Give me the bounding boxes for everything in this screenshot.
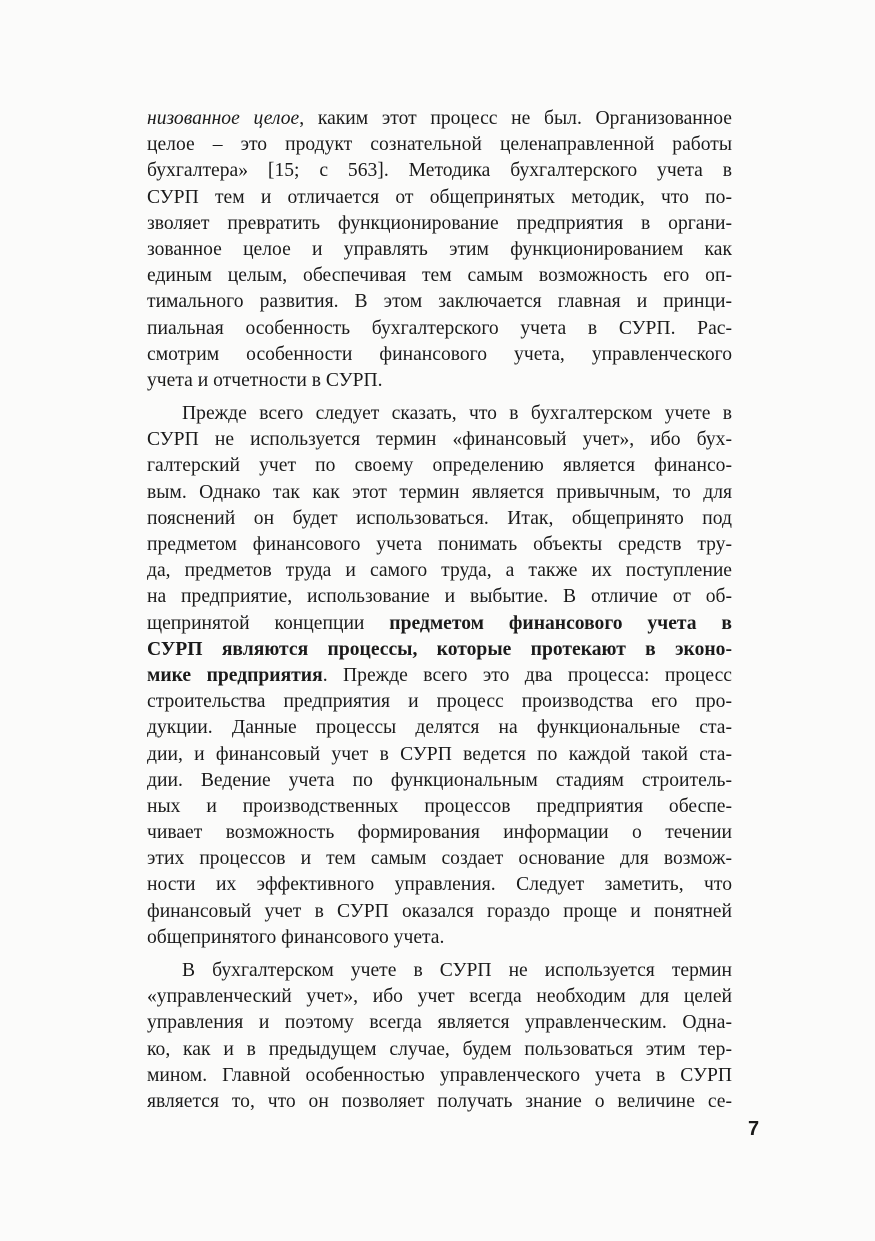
text-line [147, 584, 732, 610]
text-line [147, 368, 732, 394]
text-line [147, 427, 732, 453]
text-segment: СУРП не используется термин «финансовый учет», ибо бух- [147, 429, 732, 451]
text-segment: учета и отчетности в СУРП. [147, 369, 383, 391]
text-line [147, 1037, 732, 1063]
text-segment: пояснений он будет использоваться. Итак, общепринято под [147, 507, 732, 529]
text-segment: предметом финансового учета понимать объекты средств тру- [147, 534, 732, 555]
text-line [147, 846, 732, 872]
text-segment: смотрим особенности финансового учета, управленческого [147, 343, 732, 365]
text-segment: Прежде всего следует сказать, что в бухгалтерском учете в [182, 403, 732, 425]
text-segment: тимального развития. В этом заключается главная и принци- [147, 291, 732, 313]
text-line [147, 342, 732, 368]
text-line [147, 715, 732, 741]
text-line [147, 506, 732, 532]
text-segment: зованное целое и управлять этим функционированием как [147, 238, 732, 260]
text-segment: галтерский учет по своему определению является финансо- [147, 455, 732, 477]
text-line [147, 820, 732, 846]
text-line [147, 794, 732, 820]
text-line [147, 689, 732, 715]
text-segment: ности их эффективного управления. Следует заметить, что [147, 874, 732, 896]
text-italic: низованное целое [147, 108, 300, 129]
text-line [147, 872, 732, 898]
text-segment: зволяет превратить функционирование предприятия в органи- [147, 212, 732, 234]
text-segment: да, предметов труда и самого труда, а также их поступление [147, 560, 732, 582]
paragraph [147, 401, 732, 951]
text-bold: предметом финансового учета в [389, 612, 733, 634]
text-segment: целое – это продукт сознательной целенаправленной работы [147, 134, 732, 156]
text-line [147, 768, 732, 794]
page-text [147, 106, 732, 1115]
text-segment: является то, что он позволяет получать знание о величине се- [147, 1090, 732, 1112]
paragraph [147, 958, 732, 1115]
text-segment: ко, как и в предыдущем случае, будем пользоваться этим тер- [147, 1038, 732, 1060]
paragraphs-container [147, 106, 732, 1115]
text-line [147, 925, 732, 951]
text-line [147, 1089, 732, 1115]
text-segment: управления и поэтому всегда является управленческим. Одна- [147, 1012, 732, 1034]
text-segment: щепринятой концепции [147, 612, 390, 634]
text-line [147, 1010, 732, 1036]
text-segment: строительства предприятия и процесс производства его про- [147, 691, 732, 713]
text-segment: мином. Главной особенностью управленческого учета в СУРП [147, 1064, 732, 1086]
text-line [147, 185, 732, 211]
text-segment: . Прежде всего это два процесса: процесс [322, 664, 732, 686]
text-segment: финансовый учет в СУРП оказался гораздо проще и понятней [147, 900, 732, 922]
text-line [147, 742, 732, 768]
text-line [147, 106, 732, 132]
text-line [147, 237, 732, 263]
text-segment: вым. Однако так как этот термин является привычным, то для [147, 481, 732, 503]
text-line [147, 480, 732, 506]
text-line [147, 984, 732, 1010]
text-line [147, 1063, 732, 1089]
text-line [147, 558, 732, 584]
text-segment: дукции. Данные процессы делятся на функциональные ста- [147, 717, 732, 739]
text-line [147, 453, 732, 479]
text-line [147, 899, 732, 925]
text-segment: дии. Ведение учета по функциональным стадиям строитель- [147, 769, 732, 791]
text-bold: СУРП являются процессы, которые протекают в эконо- [147, 638, 732, 660]
text-line [147, 263, 732, 289]
text-line [147, 532, 732, 558]
text-segment: на предприятие, использование и выбытие. В отличие от об- [147, 586, 732, 608]
text-segment: , каким этот процесс не был. Организованное [299, 108, 732, 129]
text-line [147, 158, 732, 184]
text-segment: ных и производственных процессов предприятия обеспе- [147, 795, 732, 817]
text-segment: «управленческий учет», ибо учет всегда необходим для целей [147, 986, 732, 1008]
paragraph [147, 106, 732, 394]
text-line [147, 211, 732, 237]
text-line [147, 663, 732, 689]
text-segment: пиальная особенность бухгалтерского учета в СУРП. Рас- [147, 317, 732, 339]
text-segment: дии, и финансовый учет в СУРП ведется по каждой такой ста- [147, 743, 732, 765]
text-segment: СУРП тем и отличается от общепринятых методик, что по- [147, 186, 732, 208]
text-line [147, 316, 732, 342]
text-segment: общепринятого финансового учета. [147, 926, 445, 948]
text-line [147, 132, 732, 158]
text-segment: бухгалтера» [15; с 563]. Методика бухгалтерского учета в [147, 160, 732, 182]
text-line [147, 611, 732, 637]
page-number: 7 [748, 1118, 760, 1140]
text-bold: мике предприятия [147, 664, 323, 686]
text-segment: этих процессов и тем самым создает основание для возмож- [147, 848, 732, 870]
text-line [147, 637, 732, 663]
text-segment: единым целым, обеспечивая тем самым возможность его оп- [147, 265, 732, 287]
text-line [147, 958, 732, 984]
text-segment: чивает возможность формирования информации о течении [147, 822, 732, 844]
text-line [147, 401, 732, 427]
text-segment: В бухгалтерском учете в СУРП не используется термин [182, 960, 732, 981]
text-line [147, 289, 732, 315]
